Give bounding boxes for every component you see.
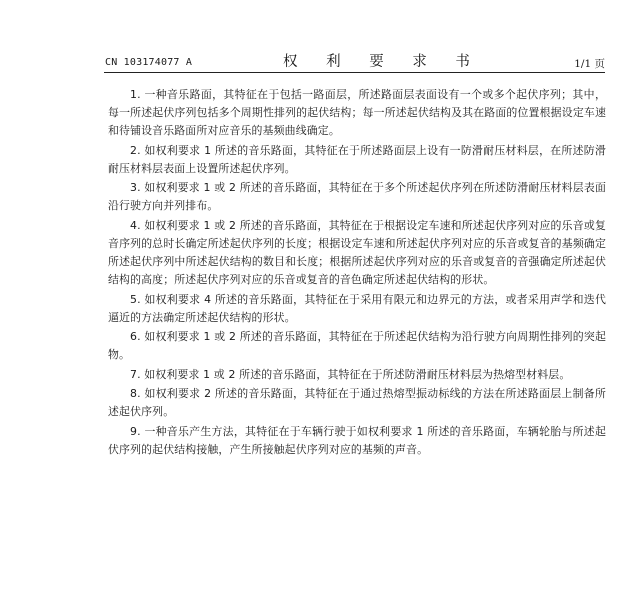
claim-3: 3. 如权利要求 1 或 2 所述的音乐路面，其特征在于多个所述起伏序列在所述防滑耐压材料层表面沿行驶方向并列排布。 bbox=[108, 181, 606, 213]
claim-8: 8. 如权利要求 2 所述的音乐路面，其特征在于通过热熔型振动标线的方法在所述路面层上制备所述起伏序列。 bbox=[108, 387, 606, 419]
claim-4: 4. 如权利要求 1 或 2 所述的音乐路面，其特征在于根据设定车速和所述起伏序列对应的乐音或复音序列的总时长确定所述起伏序列的长度；根据设定车速和所述起伏序列对应的乐音或复音的基频确定所述起伏序列中所述起伏结构的数目和长度；根据所述起伏序列对应的乐音或复音的音强确定所述起伏结构的高度；所述起伏序列对应的乐音或复音的音色确定所述起伏结构的形状。 bbox=[108, 218, 606, 286]
claim-6: 6. 如权利要求 1 或 2 所述的音乐路面，其特征在于所述起伏结构为沿行驶方向周期性排列的突起物。 bbox=[108, 330, 606, 362]
page-number: 1/1 页 bbox=[574, 58, 605, 70]
claim-1: 1. 一种音乐路面，其特征在于包括一路面层，所述路面层表面设有一个或多个起伏序列；其中，每一所述起伏序列包括多个周期性排列的起伏结构；每一所述起伏结构及其在路面的位置根据设定车速和待铺设音乐路面所对应音乐的基频曲线确定。 bbox=[108, 88, 606, 138]
header-divider bbox=[104, 72, 605, 73]
claim-5: 5. 如权利要求 4 所述的音乐路面，其特征在于采用有限元和边界元的方法，或者采用声学和迭代逼近的方法确定所述起伏结构的形状。 bbox=[108, 292, 606, 324]
claims-body bbox=[108, 86, 606, 460]
page-header bbox=[105, 50, 605, 70]
claim-9: 9. 一种音乐产生方法，其特征在于车辆行驶于如权利要求 1 所述的音乐路面，车辆轮胎与所述起伏序列的起伏结构接触，产生所接触起伏序列对应的基频的声音。 bbox=[108, 424, 606, 456]
publication-number: CN 103174077 A bbox=[105, 57, 193, 68]
document-title: 权 利 要 求 书 bbox=[283, 54, 482, 70]
claim-2: 2. 如权利要求 1 所述的音乐路面，其特征在于所述路面层上设有一防滑耐压材料层，在所述防滑耐压材料层表面上设置所述起伏序列。 bbox=[108, 143, 606, 175]
claim-7: 7. 如权利要求 1 或 2 所述的音乐路面，其特征在于所述防滑耐压材料层为热熔型材料层。 bbox=[130, 367, 571, 381]
